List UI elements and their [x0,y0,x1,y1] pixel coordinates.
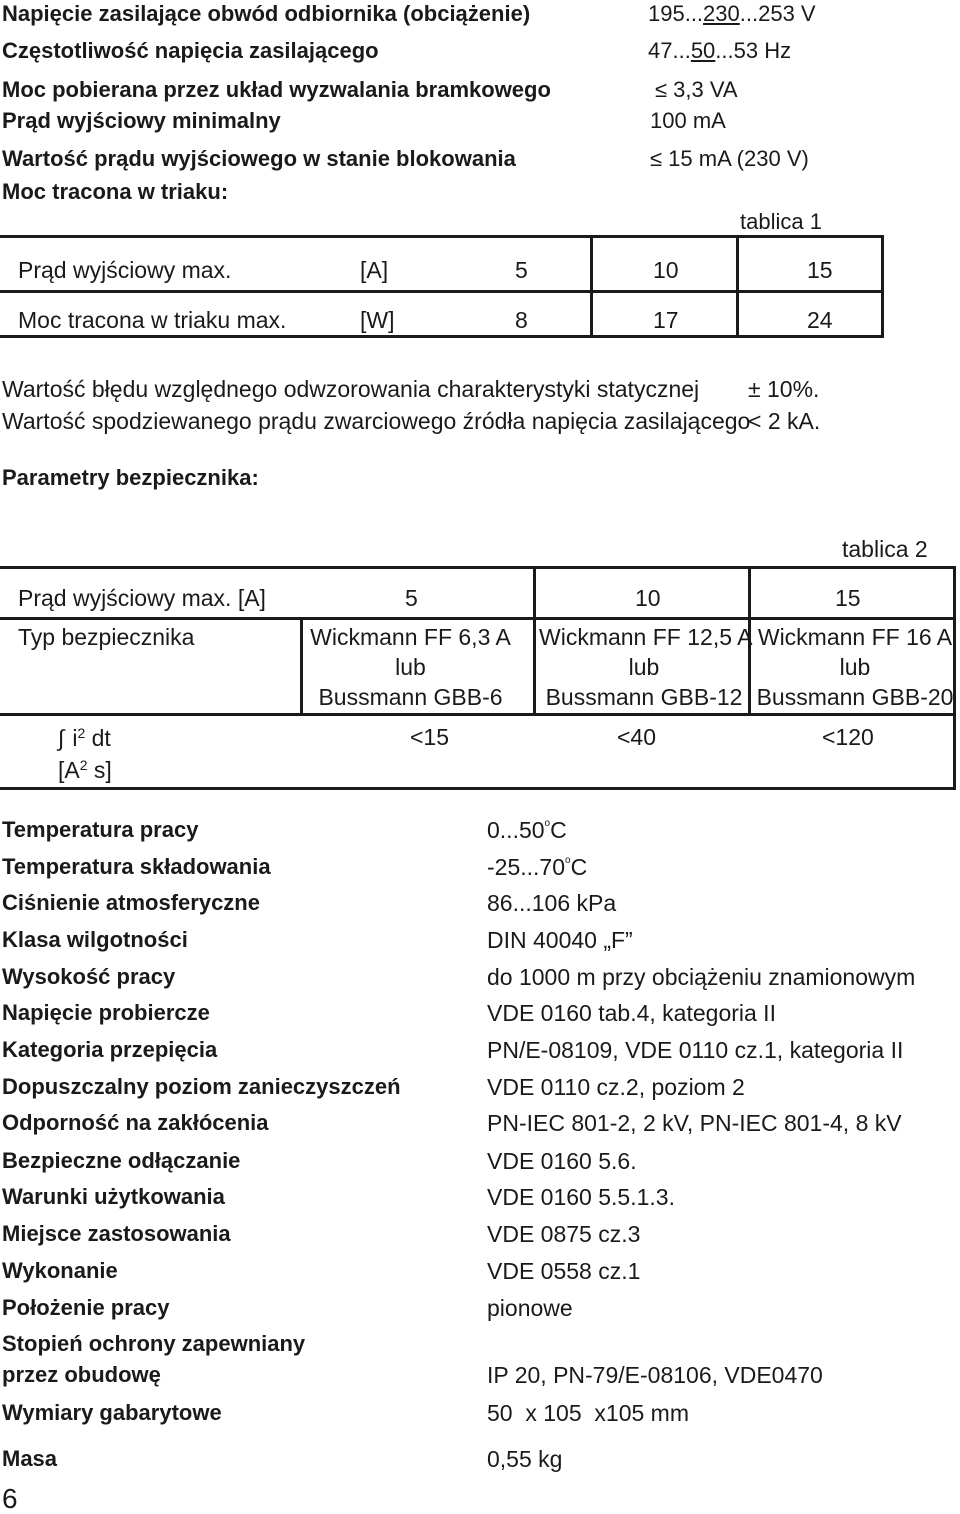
spec-label-dimensions: Wymiary gabarytowe [2,1400,222,1425]
spec-value-dimensions: 50 x 105 x105 mm [487,1400,689,1426]
error-label-shortcircuit: Wartość spodziewanego prądu zwarciowego źródła napięcia zasilającego [2,408,751,434]
table2-i2t-cell: <15 [410,724,450,750]
integral-symbol: ∫ [58,725,65,751]
table1-row-label: Prąd wyjściowy max. [18,256,232,283]
table1-caption: tablica 1 [740,209,822,234]
table2-i2t-cell: <120 [822,724,874,750]
spec-label-supply-voltage: Napięcie zasilające obwód odbiornika (obciążenie) [2,1,531,26]
spec-label-immunity: Odporność na zakłócenia [2,1110,269,1135]
spec-value-overvoltage: PN/E-08109, VDE 0110 cz.1, kategoria II [487,1037,904,1063]
table1-cell: 15 [807,256,833,283]
table2-header-label: Prąd wyjściowy max. [A] [18,585,266,611]
table1 [0,235,884,338]
spec-label-safe-disconnect: Bezpieczne odłączanie [2,1148,241,1173]
spec-label-min-current: Prąd wyjściowy minimalny [2,108,281,133]
table2-i2t-label: ∫ $i^2$ dt [58,725,111,751]
spec-value-pollution: VDE 0110 cz.2, poziom 2 [487,1074,745,1100]
error-value-static: ± 10%. [748,376,820,402]
spec-label-pressure: Ciśnienie atmosferyczne [2,890,260,915]
spec-value-protection: IP 20, PN-79/E-08106, VDE0470 [487,1362,823,1388]
spec-value-immunity: PN-IEC 801-2, 2 kV, PN-IEC 801-4, 8 kV [487,1110,902,1136]
spec-label-position: Położenie pracy [2,1295,170,1320]
spec-label-triac-loss: Moc tracona w triaku: [2,179,229,204]
table2-header-cell: 10 [635,585,661,611]
spec-label-protection-line2: przez obudowę [2,1362,161,1387]
table1-unit: [W] [360,306,395,333]
spec-label-humidity: Klasa wilgotności [2,927,188,952]
spec-value-usage-conditions: VDE 0160 5.5.1.3. [487,1184,675,1210]
spec-value-storage-temp: -25...70$^o$C [487,854,588,880]
spec-label-storage-temp: Temperatura składowania [2,854,271,879]
table2-fuse-type-label: Typ bezpiecznika [18,624,195,650]
spec-label-altitude: Wysokość pracy [2,964,176,989]
table2-header-cell: 5 [405,585,418,611]
spec-label-mass: Masa [2,1446,58,1471]
table1-cell: 10 [653,256,679,283]
spec-label-blocking-current: Wartość prądu wyjściowego w stanie blokowania [2,146,516,171]
table2-header-cell: 15 [835,585,861,611]
page-number: 6 [2,1483,18,1514]
table1-cell: 17 [653,306,679,333]
table1-cell: 5 [515,256,528,283]
spec-value-humidity: DIN 40040 „F” [487,927,633,953]
spec-value-application: VDE 0875 cz.3 [487,1221,641,1247]
table2-i2t-unit: [$A^2$ s] [58,757,112,783]
table2-fuse-cell-2: Wickmann FF 12,5 A lub Bussmann GBB-12 [539,624,753,710]
spec-value-design: VDE 0558 cz.1 [487,1258,641,1284]
table2-caption: tablica 2 [842,536,928,562]
spec-value-mass: 0,55 kg [487,1446,563,1472]
spec-value-gate-power: ≤ 3,3 VA [655,77,738,102]
fuse-heading: Parametry bezpiecznika: [2,465,259,490]
spec-value-pressure: 86...106 kPa [487,890,617,916]
spec-value-min-current: 100 mA [650,108,726,133]
spec-label-test-voltage: Napięcie probiercze [2,1000,210,1025]
spec-value-safe-disconnect: VDE 0160 5.6. [487,1148,637,1174]
spec-value-altitude: do 1000 m przy obciążeniu znamionowym [487,964,916,990]
table1-unit: [A] [360,256,389,283]
spec-label-pollution: Dopuszczalny poziom zanieczyszczeń [2,1074,401,1099]
table1-cell: 8 [515,306,528,333]
spec-label-gate-power: Moc pobierana przez układ wyzwalania bramkowego [2,77,551,102]
spec-label-design: Wykonanie [2,1258,118,1283]
table1-row-label: Moc tracona w triaku max. [18,306,287,333]
table2-i2t-cell: <40 [617,724,657,750]
spec-label-operating-temp: Temperatura pracy [2,817,199,842]
spec-label-overvoltage: Kategoria przepięcia [2,1037,218,1062]
table1-cell: 24 [807,306,833,333]
table2-fuse-cell-3: Wickmann FF 16 A lub Bussmann GBB-20 [756,624,954,710]
spec-value-operating-temp: 0...50$^o$C [487,817,567,843]
error-value-shortcircuit: < 2 kA. [748,408,821,434]
table2-fuse-cell-1: Wickmann FF 6,3 A lub Bussmann GBB-6 [310,624,511,710]
spec-value-blocking-current: ≤ 15 mA (230 V) [650,146,809,171]
spec-label-application: Miejsce zastosowania [2,1221,231,1246]
spec-label-frequency: Częstotliwość napięcia zasilającego [2,38,379,63]
spec-value-frequency: 47...50...53 Hz [648,38,792,63]
error-label-static: Wartość błędu względnego odwzorowania charakterystyki statycznej [2,376,700,402]
spec-value-supply-voltage: 195...230...253 V [648,1,816,26]
spec-label-usage-conditions: Warunki użytkowania [2,1184,225,1209]
spec-value-test-voltage: VDE 0160 tab.4, kategoria II [487,1000,776,1026]
spec-label-protection: Stopień ochrony zapewniany [2,1331,306,1356]
spec-value-position: pionowe [487,1295,573,1321]
